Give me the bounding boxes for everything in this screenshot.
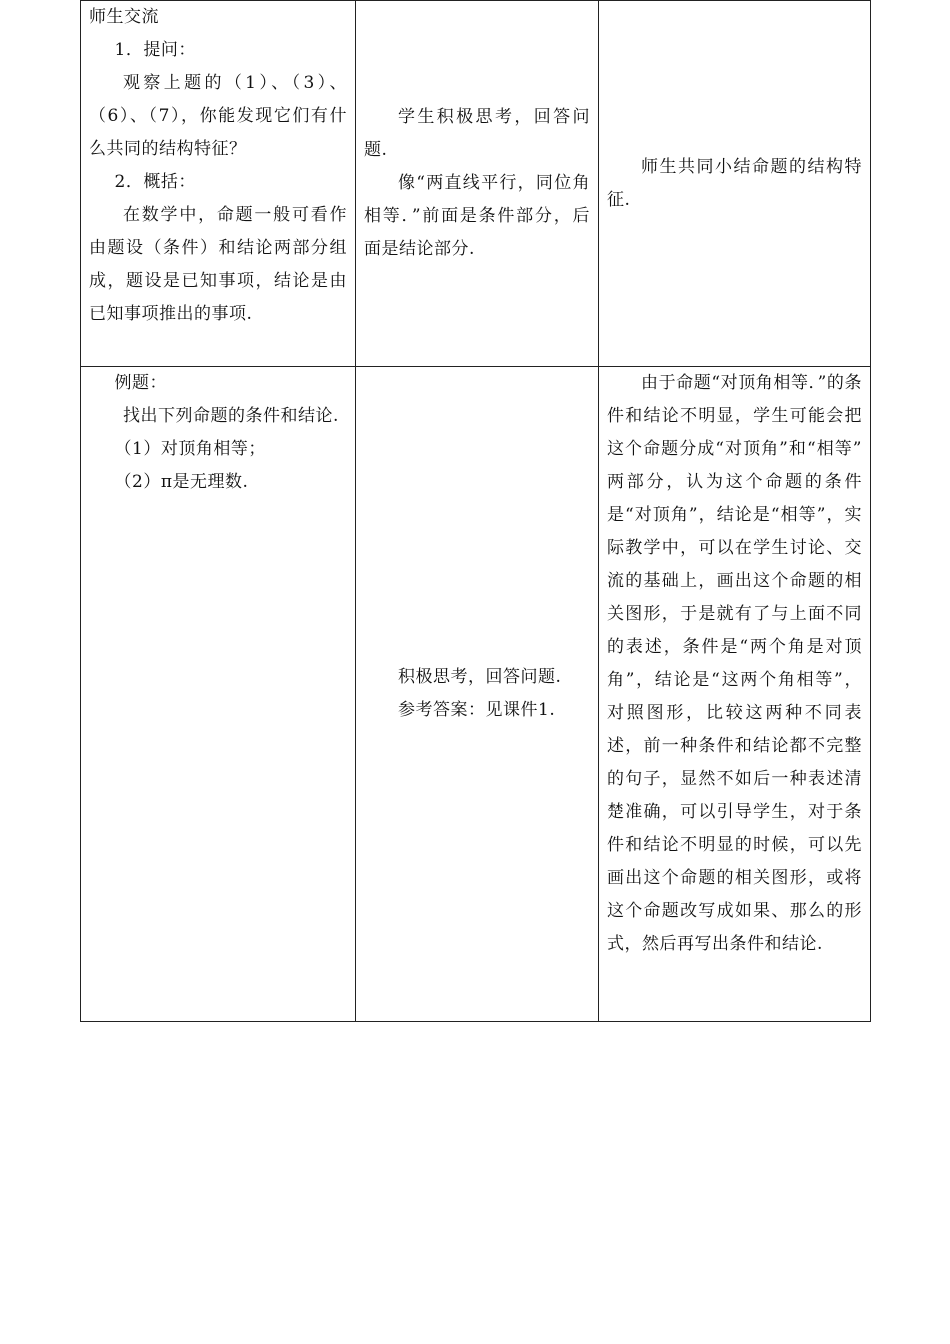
section-heading: 师生交流: [89, 7, 159, 27]
table-row: [81, 367, 871, 1022]
reference-answer: 参考答案：见课件1.: [398, 700, 556, 720]
example-item: （1）对顶角相等；: [114, 439, 266, 459]
intent-text: 由于命题“对顶角相等．”的条件和结论不明显，学生可能会把这个命题分成“对顶角”和“相等” 两部分，认为这个命题的条件是“对顶角”，结论是“相等”，实际教学中，可以在学生讨论、交流的基础上，画出这个命题的相关图形，于是就有了与上面不同的表述，条件是“两个角是对顶角”，结论是“这两个角相等”，对照图形，比较这两种不同表述，前一种条件和结论都不完整的句子，显然不如后一种表述清楚准确，可以引导学生，对于条件和结论不明显的时候，可以先画出这个命题的相关图形，或将这个命题改写成如果、那么的形式，然后再写出条件和结论.: [607, 373, 862, 954]
student-response: 学生积极思考，回答问题.: [364, 107, 590, 160]
student-cell: [356, 367, 599, 1022]
summary-title: 2．概括：: [114, 172, 196, 192]
example-title: 例题：: [114, 373, 167, 393]
example-instruction: 找出下列命题的条件和结论.: [123, 406, 339, 426]
student-cell: [356, 1, 599, 367]
intent-cell: [599, 367, 871, 1022]
table-row: [81, 1, 871, 367]
question-text: 观察上题的（1）、（3）、（6）、（7），你能发现它们有什么共同的结构特征？: [89, 73, 347, 159]
activity-cell: [81, 1, 356, 367]
question-title: 1．提问：: [114, 40, 196, 60]
student-example: 像“两直线平行，同位角相等．”前面是条件部分，后面是结论部分.: [364, 173, 590, 259]
activity-cell: [81, 367, 356, 1022]
example-item: （2）π是无理数.: [114, 472, 249, 492]
summary-text: 在数学中，命题一般可看作由题设（条件）和结论两部分组成，题设是已知事项，结论是由已知事项推出的事项.: [89, 205, 347, 324]
intent-cell: [599, 1, 871, 367]
lesson-table: [80, 0, 871, 1022]
student-response: 积极思考，回答问题.: [398, 667, 562, 687]
intent-text: 师生共同小结命题的结构特征.: [607, 156, 862, 210]
